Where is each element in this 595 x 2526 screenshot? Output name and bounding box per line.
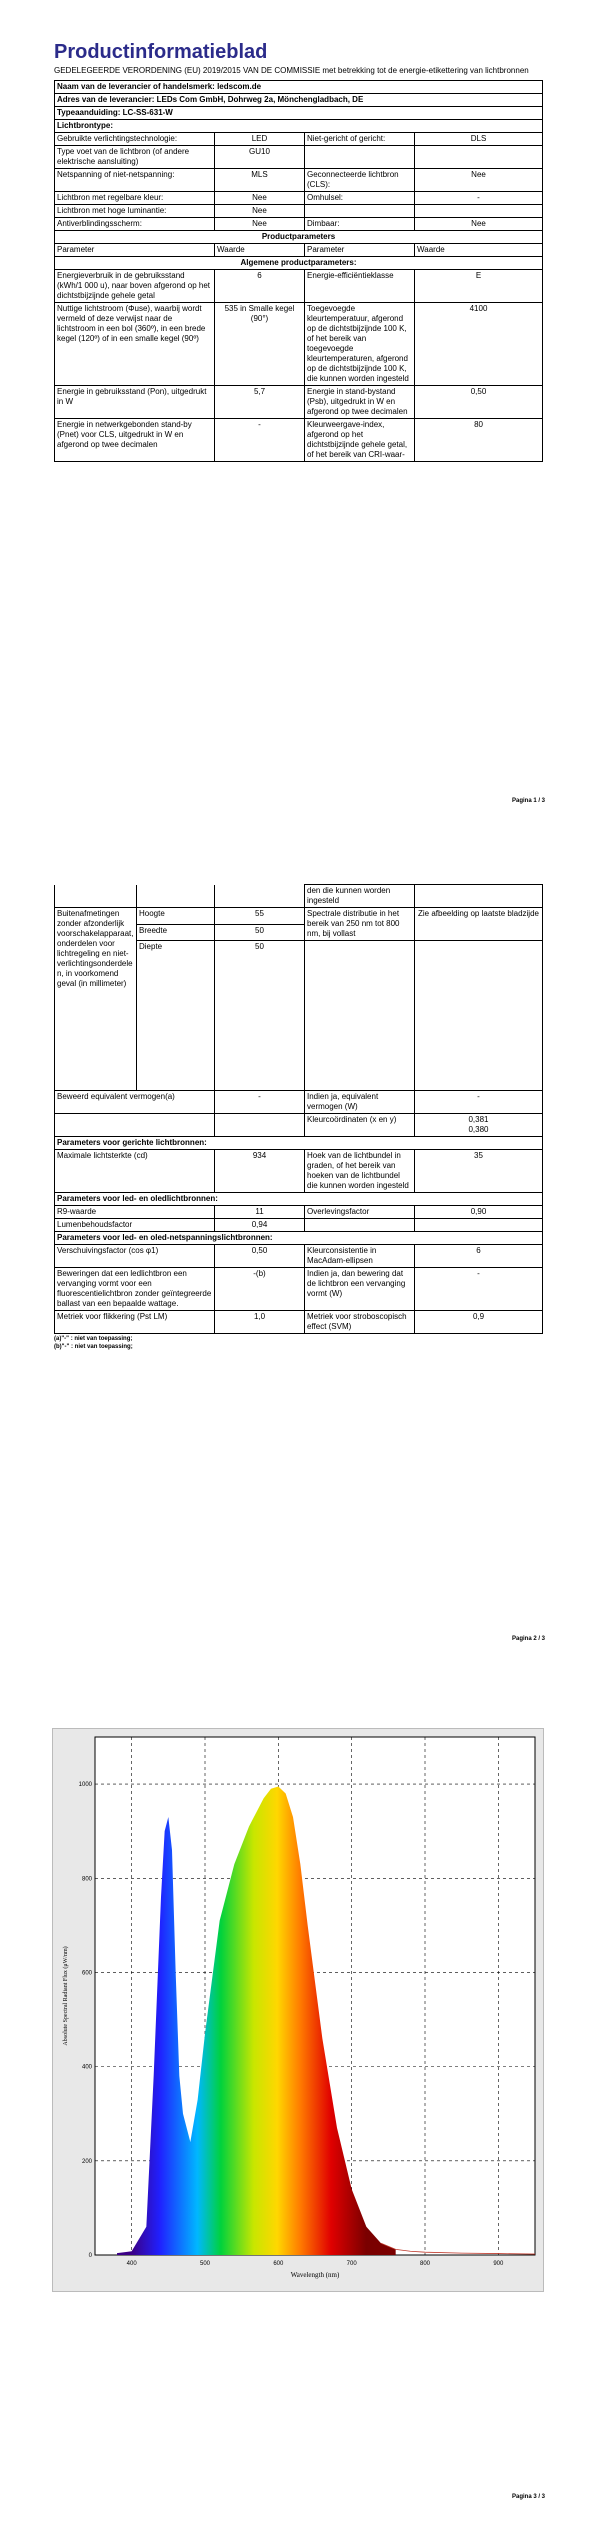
param-value: E <box>415 270 543 303</box>
type-row-label: Antiverblindingsscherm: <box>55 218 215 231</box>
type-row-label: Gebruikte verlichtingstechnologie: <box>55 133 215 146</box>
replacement-value: - <box>415 1268 543 1311</box>
peak-intensity-value: 934 <box>215 1150 305 1193</box>
x-tick-label: 400 <box>126 2261 137 2267</box>
model-identifier: Typeaanduiding: LC-SS-631-W <box>55 107 543 120</box>
y-tick-label: 400 <box>81 2064 92 2071</box>
dim-depth-value: 50 <box>215 941 305 1091</box>
light-source-type-row <box>55 192 543 205</box>
type-row-label: Omhulsel: <box>305 192 415 205</box>
type-row-label: Geconnecteerde lichtbron (CLS): <box>305 169 415 192</box>
cos-phi-value: 0,50 <box>215 1245 305 1268</box>
equiv-power-value: - <box>415 1091 543 1114</box>
claimed-power-label: Beweerd equivalent vermogen(a) <box>55 1091 215 1114</box>
type-row-label: Niet-gericht of gericht: <box>305 133 415 146</box>
type-row-value: MLS <box>215 169 305 192</box>
col-param-2: Parameter <box>305 244 415 257</box>
y-tick-label: 800 <box>81 1876 92 1883</box>
param-value: - <box>215 419 305 462</box>
param-label: Energie in gebruiksstand (Pon), uitgedrukt in W <box>55 386 215 419</box>
footnote-a: (a)"-" : niet van toepassing; <box>54 1336 133 1342</box>
col-param-1: Parameter <box>55 244 215 257</box>
col-value-1: Waarde <box>215 244 305 257</box>
beam-angle-label: Hoek van de lichtbundel in graden, of het bereik van hoeken van de lichtbundel die kunnen worden ingesteld <box>305 1150 415 1193</box>
y-tick-label: 200 <box>81 2158 92 2165</box>
r9-value: 11 <box>215 1206 305 1219</box>
type-row-value <box>415 205 543 218</box>
macadam-value: 6 <box>415 1245 543 1268</box>
type-row-value: Nee <box>415 169 543 192</box>
supplier-trademark: Naam van de leverancier of handelsmerk: ledscom.de <box>55 81 543 94</box>
spectrum-chart-frame <box>52 1728 544 2292</box>
peak-intensity-label: Maximale lichtsterkte (cd) <box>55 1150 215 1193</box>
type-row-label: Lichtbron met hoge luminantie: <box>55 205 215 218</box>
param-value: 0,50 <box>415 386 543 419</box>
chromaticity-value: 0,381 0,380 <box>415 1114 543 1137</box>
r9-label: R9-waarde <box>55 1206 215 1219</box>
cos-phi-label: Verschuivingsfactor (cos φ1) <box>55 1245 215 1268</box>
dimensions-label: Buitenafmetingen zonder afzonderlijk voorschakelapparaat, onderdelen voor lichtregeling en niet-verlichtingsonderdelen, in voorkomend geval (in millimeter) <box>55 908 137 1091</box>
type-row-value: - <box>415 192 543 205</box>
y-axis-label: Absolute Spectral Radiant Flux (μW/nm) <box>63 1946 69 2046</box>
x-axis-label: Wavelength (nm) <box>290 2271 340 2279</box>
equiv-power-label: Indien ja, equivalent vermogen (W) <box>305 1091 415 1114</box>
param-label: Energie in netwerkgebonden stand-by (Pnet) voor CLS, uitgedrukt in W en afgerond op twee decimalen <box>55 419 215 462</box>
y-tick-label: 600 <box>81 1970 92 1977</box>
type-row-label: Netspanning of niet-netspanning: <box>55 169 215 192</box>
x-tick-label: 800 <box>419 2261 431 2267</box>
supplier-address: Adres van de leverancier: LEDs Com GmbH, Dohrweg 2a, Mönchengladbach, DE <box>55 94 543 107</box>
param-value: 6 <box>215 270 305 303</box>
chromaticity-label: Kleurcoördinaten (x en y) <box>305 1114 415 1137</box>
page-number: Pagina 1 / 3 <box>511 798 545 804</box>
dim-depth-label: Diepte <box>137 941 215 1091</box>
param-label: Energieverbruik in de gebruiksstand (kWh/1 000 u), naar boven afgerond op het dichtstbijzijnde gehele getal <box>55 270 215 303</box>
dim-width-label: Breedte <box>137 924 215 941</box>
lumen-maint-value: 0,94 <box>215 1219 305 1232</box>
type-row-value: LED <box>215 133 305 146</box>
param-value: 80 <box>415 419 543 462</box>
regulation-subtitle: GEDELEGEERDE VERORDENING (EU) 2019/2015 VAN DE COMMISSIE met betrekking tot de energie-etikettering van lichtbronnen <box>54 66 529 75</box>
dim-width-value: 50 <box>215 924 305 941</box>
type-row-value: DLS <box>415 133 543 146</box>
type-row-value: Nee <box>415 218 543 231</box>
type-row-value: Nee <box>215 218 305 231</box>
flicker-value: 1,0 <box>215 1311 305 1334</box>
macadam-label: Kleurconsistentie in MacAdam-ellipsen <box>305 1245 415 1268</box>
param-row <box>55 419 543 462</box>
type-row-value: Nee <box>215 205 305 218</box>
param-row <box>55 303 543 386</box>
footnote-b: (b)"-" : niet van toepassing; <box>54 1344 133 1350</box>
fluorescent-claim-label: Beweringen dat een ledlichtbron een vervanging vormt voor een fluorescentielichtbron zonder geïntegreerde ballast van een bepaalde wattage. <box>55 1268 215 1311</box>
type-row-value <box>415 146 543 169</box>
product-params-heading: Productparameters <box>55 231 543 244</box>
lumen-maint-label: Lumenbehoudsfactor <box>55 1219 215 1232</box>
param-row <box>55 386 543 419</box>
spectral-label: Spectrale distributie in het bereik van 250 nm tot 800 nm, bij vollast <box>305 908 415 941</box>
survival-label: Overlevingsfactor <box>305 1206 415 1219</box>
light-source-type-row <box>55 133 543 146</box>
page-number: Pagina 3 / 3 <box>511 2494 545 2500</box>
param-label: Toegevoegde kleurtemperatuur, afgerond op de dichtstbijzijnde 100 K, of het bereik van toegevoegde kleurtemperaturen, afgerond op de dichtstbijzijnde 100 K, die kunnen worden ingesteld <box>305 303 415 386</box>
type-row-label: Dimbaar: <box>305 218 415 231</box>
mains-params-heading: Parameters voor led- en oled-netspanningslichtbronnen: <box>55 1232 543 1245</box>
light-source-type-heading: Lichtbrontype: <box>55 120 543 133</box>
type-row-value: Nee <box>215 192 305 205</box>
x-tick-label: 600 <box>273 2261 284 2267</box>
dim-height-label: Hoogte <box>137 908 215 925</box>
stroboscopic-label: Metriek voor stroboscopisch effect (SVM) <box>305 1311 415 1334</box>
page-2 <box>0 870 595 1700</box>
dim-height-value: 55 <box>215 908 305 925</box>
param-value: 5,7 <box>215 386 305 419</box>
type-row-value: GU10 <box>215 146 305 169</box>
type-row-label: Lichtbron met regelbare kleur: <box>55 192 215 205</box>
stroboscopic-value: 0,9 <box>415 1311 543 1334</box>
x-tick-label: 900 <box>493 2261 504 2267</box>
flicker-label: Metriek voor flikkering (Pst LM) <box>55 1311 215 1334</box>
page-title: Productinformatieblad <box>54 41 268 63</box>
spectrum-chart <box>53 1729 543 2291</box>
type-row-label <box>305 146 415 169</box>
light-source-type-row <box>55 205 543 218</box>
survival-value: 0,90 <box>415 1206 543 1219</box>
param-label: Nuttige lichtstroom (Φuse), waarbij wordt vermeld of deze verwijst naar de lichtstroom in een bol (360º), in een brede kegel (120º) of in een smalle kegel (90º) <box>55 303 215 386</box>
params-table-continued <box>54 884 543 1334</box>
claimed-power-value: - <box>215 1091 305 1114</box>
page-1 <box>0 0 595 840</box>
x-tick-label: 500 <box>199 2261 211 2267</box>
spectral-value: Zie afbeelding op laatste bladzijde <box>415 908 543 941</box>
supplier-table <box>54 80 543 462</box>
type-row-label <box>305 205 415 218</box>
param-row <box>55 270 543 303</box>
general-params-heading: Algemene productparameters: <box>55 257 543 270</box>
col-value-2: Waarde <box>415 244 543 257</box>
param-label: Energie in stand-bystand (Psb), uitgedrukt in W en afgerond op twee decimalen <box>305 386 415 419</box>
y-tick-label: 0 <box>88 2253 92 2259</box>
page-number: Pagina 2 / 3 <box>511 1636 545 1642</box>
replacement-label: Indien ja, dan bewering dat de lichtbron een vervanging vormt (W) <box>305 1268 415 1311</box>
x-tick-label: 700 <box>346 2261 357 2267</box>
param-value: 535 in Smalle kegel (90°) <box>215 303 305 386</box>
type-row-label: Type voet van de lichtbron (of andere elektrische aansluiting) <box>55 146 215 169</box>
param-label: Energie-efficiëntieklasse <box>305 270 415 303</box>
directional-heading: Parameters voor gerichte lichtbronnen: <box>55 1137 543 1150</box>
cri-range-continued: den die kunnen worden ingesteld <box>305 885 415 908</box>
light-source-type-row <box>55 146 543 169</box>
y-tick-label: 1000 <box>78 1782 92 1789</box>
led-params-heading: Parameters voor led- en oledlichtbronnen: <box>55 1193 543 1206</box>
param-value: 4100 <box>415 303 543 386</box>
param-label: Kleurweergave-index, afgerond op het dichtstbijzijnde gehele getal, of het bereik van CRI-waar- <box>305 419 415 462</box>
light-source-type-row <box>55 218 543 231</box>
light-source-type-row <box>55 169 543 192</box>
beam-angle-value: 35 <box>415 1150 543 1193</box>
fluorescent-claim-value: -(b) <box>215 1268 305 1311</box>
